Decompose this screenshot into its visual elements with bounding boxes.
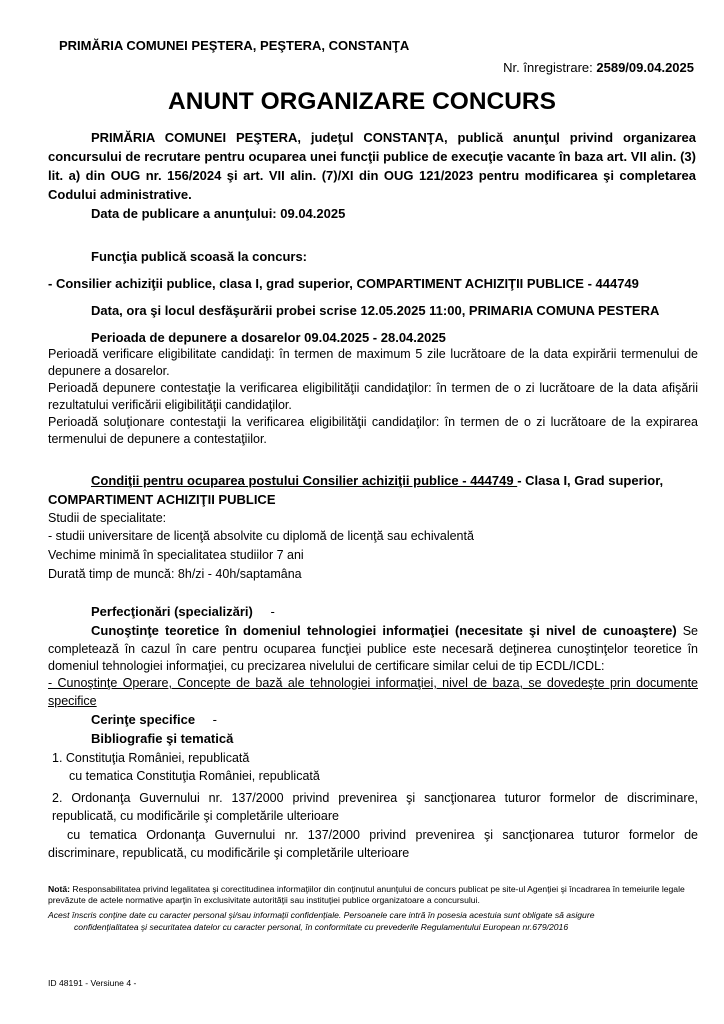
perfectionari-dash: - <box>270 604 275 619</box>
document-footer: ID 48191 - Versiune 4 - <box>48 978 137 988</box>
bibliography-theme-2: cu tematica Ordonanţa Guvernului nr. 137/2000 privind prevenirea şi sancţionarea tuturor formelor de discriminare, republicată, cu modificările şi completările ulterioare <box>48 828 698 860</box>
it-knowledge-text: Se completează în cazul în care pentru ocuparea funcţiei publice este necesară deţinerea cunoştinţelor teoretice în domeniul tehnologiei informaţiei, cu precizarea nivelului de certificare similar celui de tip ECDL/ICDL: <box>48 624 698 673</box>
function-item: - Consilier achiziţii publice, clasa I, grad superior, COMPARTIMENT ACHIZIŢII PUBLICE - 444749 <box>48 276 639 291</box>
bibliography-item-1: 1. Constituţia României, republicată <box>52 751 250 765</box>
conditions-heading-underlined: Condiţii pentru ocuparea postului Consilier achiziţii publice - 444749 <box>91 473 518 488</box>
confidentiality-note-line2: confidenţialitatea şi securitatea datelor cu caracter personal, în conformitate cu prevederile Regulamentului European nr.679/2016 <box>74 922 569 932</box>
registration-value: 2589/09.04.2025 <box>596 60 694 75</box>
function-heading: Funcţia publică scoasă la concurs: <box>91 249 308 264</box>
conditions-heading <box>91 472 663 489</box>
page-title: ANUNT ORGANIZARE CONCURS <box>168 88 556 115</box>
legal-note <box>48 884 686 906</box>
conditions-heading-rest: - Clasa I, Grad superior, <box>517 473 664 488</box>
bibliography-item-2-text: 2. Ordonanţa Guvernului nr. 137/2000 privind prevenirea şi sancţionarea tuturor formelor de discriminare, republicată, cu modificările şi completările ulterioare <box>52 791 698 823</box>
it-knowledge-item: - Cunoştinţe Operare, Concepte de bază ale tehnologiei informaţiei, nivel de baza, se dovedeşte prin documente specifice <box>48 676 698 708</box>
legal-note-label: Notă: <box>48 884 70 894</box>
conditions-compartment: COMPARTIMENT ACHIZIŢII PUBLICE <box>48 492 276 507</box>
period-eligibility: Perioadă verificare eligibilitate candidaţi: în termen de maximum 5 zile lucrătoare de la data expirării termenului de depunere a dosarelor. <box>48 347 698 378</box>
bibliography-item-2 <box>52 789 698 825</box>
perfectionari-label: Perfecţionări (specializări) <box>91 604 253 619</box>
legal-note-text: Responsabilitatea privind legalitatea şi corectitudinea informaţiilor din conţinutul anunţului de concurs publicat pe site-ul Agenţiei şi încadrarea în temeiurile legale prevăzute de actele normative aparţin în exclusivitate autorităţii sau instituţiei publice organizatoare a concursului. <box>48 884 685 905</box>
exam-info: Data, ora şi locul desfăşurării probei scrise 12.05.2025 11:00, PRIMARIA COMUNA PESTERA <box>91 303 660 318</box>
studies-label: Studii de specialitate: <box>48 511 167 525</box>
perfectionari-line <box>91 603 275 620</box>
bibliography-heading: Bibliografie şi tematică <box>91 731 234 746</box>
registration-number <box>503 60 694 75</box>
it-knowledge-heading: Cunoştinţe teoretice în domeniul tehnologiei informaţiei (necesitate şi nivel de cunoaştere) <box>91 623 677 638</box>
bibliography-theme-1: cu tematica Constituţia României, republicată <box>69 769 320 783</box>
publication-date: Data de publicare a anunţului: 09.04.2025 <box>91 206 346 221</box>
specific-requirements-line <box>91 711 217 728</box>
studies-item: - studii universitare de licenţă absolvite cu diplomă de licenţă sau echivalentă <box>48 529 474 543</box>
intro-paragraph: PRIMĂRIA COMUNEI PEŞTERA, judeţul CONSTANŢA, publică anunţul privind organizarea concursului de recrutare pentru ocuparea unei funcţii publice de execuţie vacante în baza art. VII alin. (3) lit. a) din OUG nr. 156/2024 şi art. VII alin. (7)/XI din OUG 121/2023 pentru modificarea şi completarea Codului administrative. <box>48 130 696 202</box>
dossier-period: Perioada de depunere a dosarelor 09.04.2025 - 28.04.2025 <box>91 330 446 345</box>
institution-header: PRIMĂRIA COMUNEI PEŞTERA, PEŞTERA, CONSTANŢA <box>59 38 410 53</box>
work-time: Durată timp de muncă: 8h/zi - 40h/saptamâna <box>48 567 302 581</box>
period-contest-submission: Perioadă depunere contestaţie la verificarea eligibilităţii candidaţilor: în termen de o zi lucrătoare de la data afişării rezultatului verificării eligibilităţii candidaţilor. <box>48 381 698 412</box>
specific-requirements-label: Cerinţe specifice <box>91 712 196 727</box>
period-contest-resolution: Perioadă soluţionare contestaţii la verificarea eligibilităţii candidaţilor: în termen de o zi lucrătoare de la expirarea termenului de depunere a contestaţiilor. <box>48 415 698 446</box>
registration-label: Nr. înregistrare: <box>503 60 593 75</box>
specific-requirements-dash: - <box>212 712 218 727</box>
seniority: Vechime minimă în specialitatea studiilor 7 ani <box>48 548 304 562</box>
periods-block <box>48 346 698 448</box>
confidentiality-note-line1: Acest înscris conţine date cu caracter personal şi/sau informaţii confidenţiale. Persoanele care intră în posesia acestuia sunt obligate să asigure <box>48 910 595 920</box>
it-knowledge-paragraph <box>48 622 698 676</box>
